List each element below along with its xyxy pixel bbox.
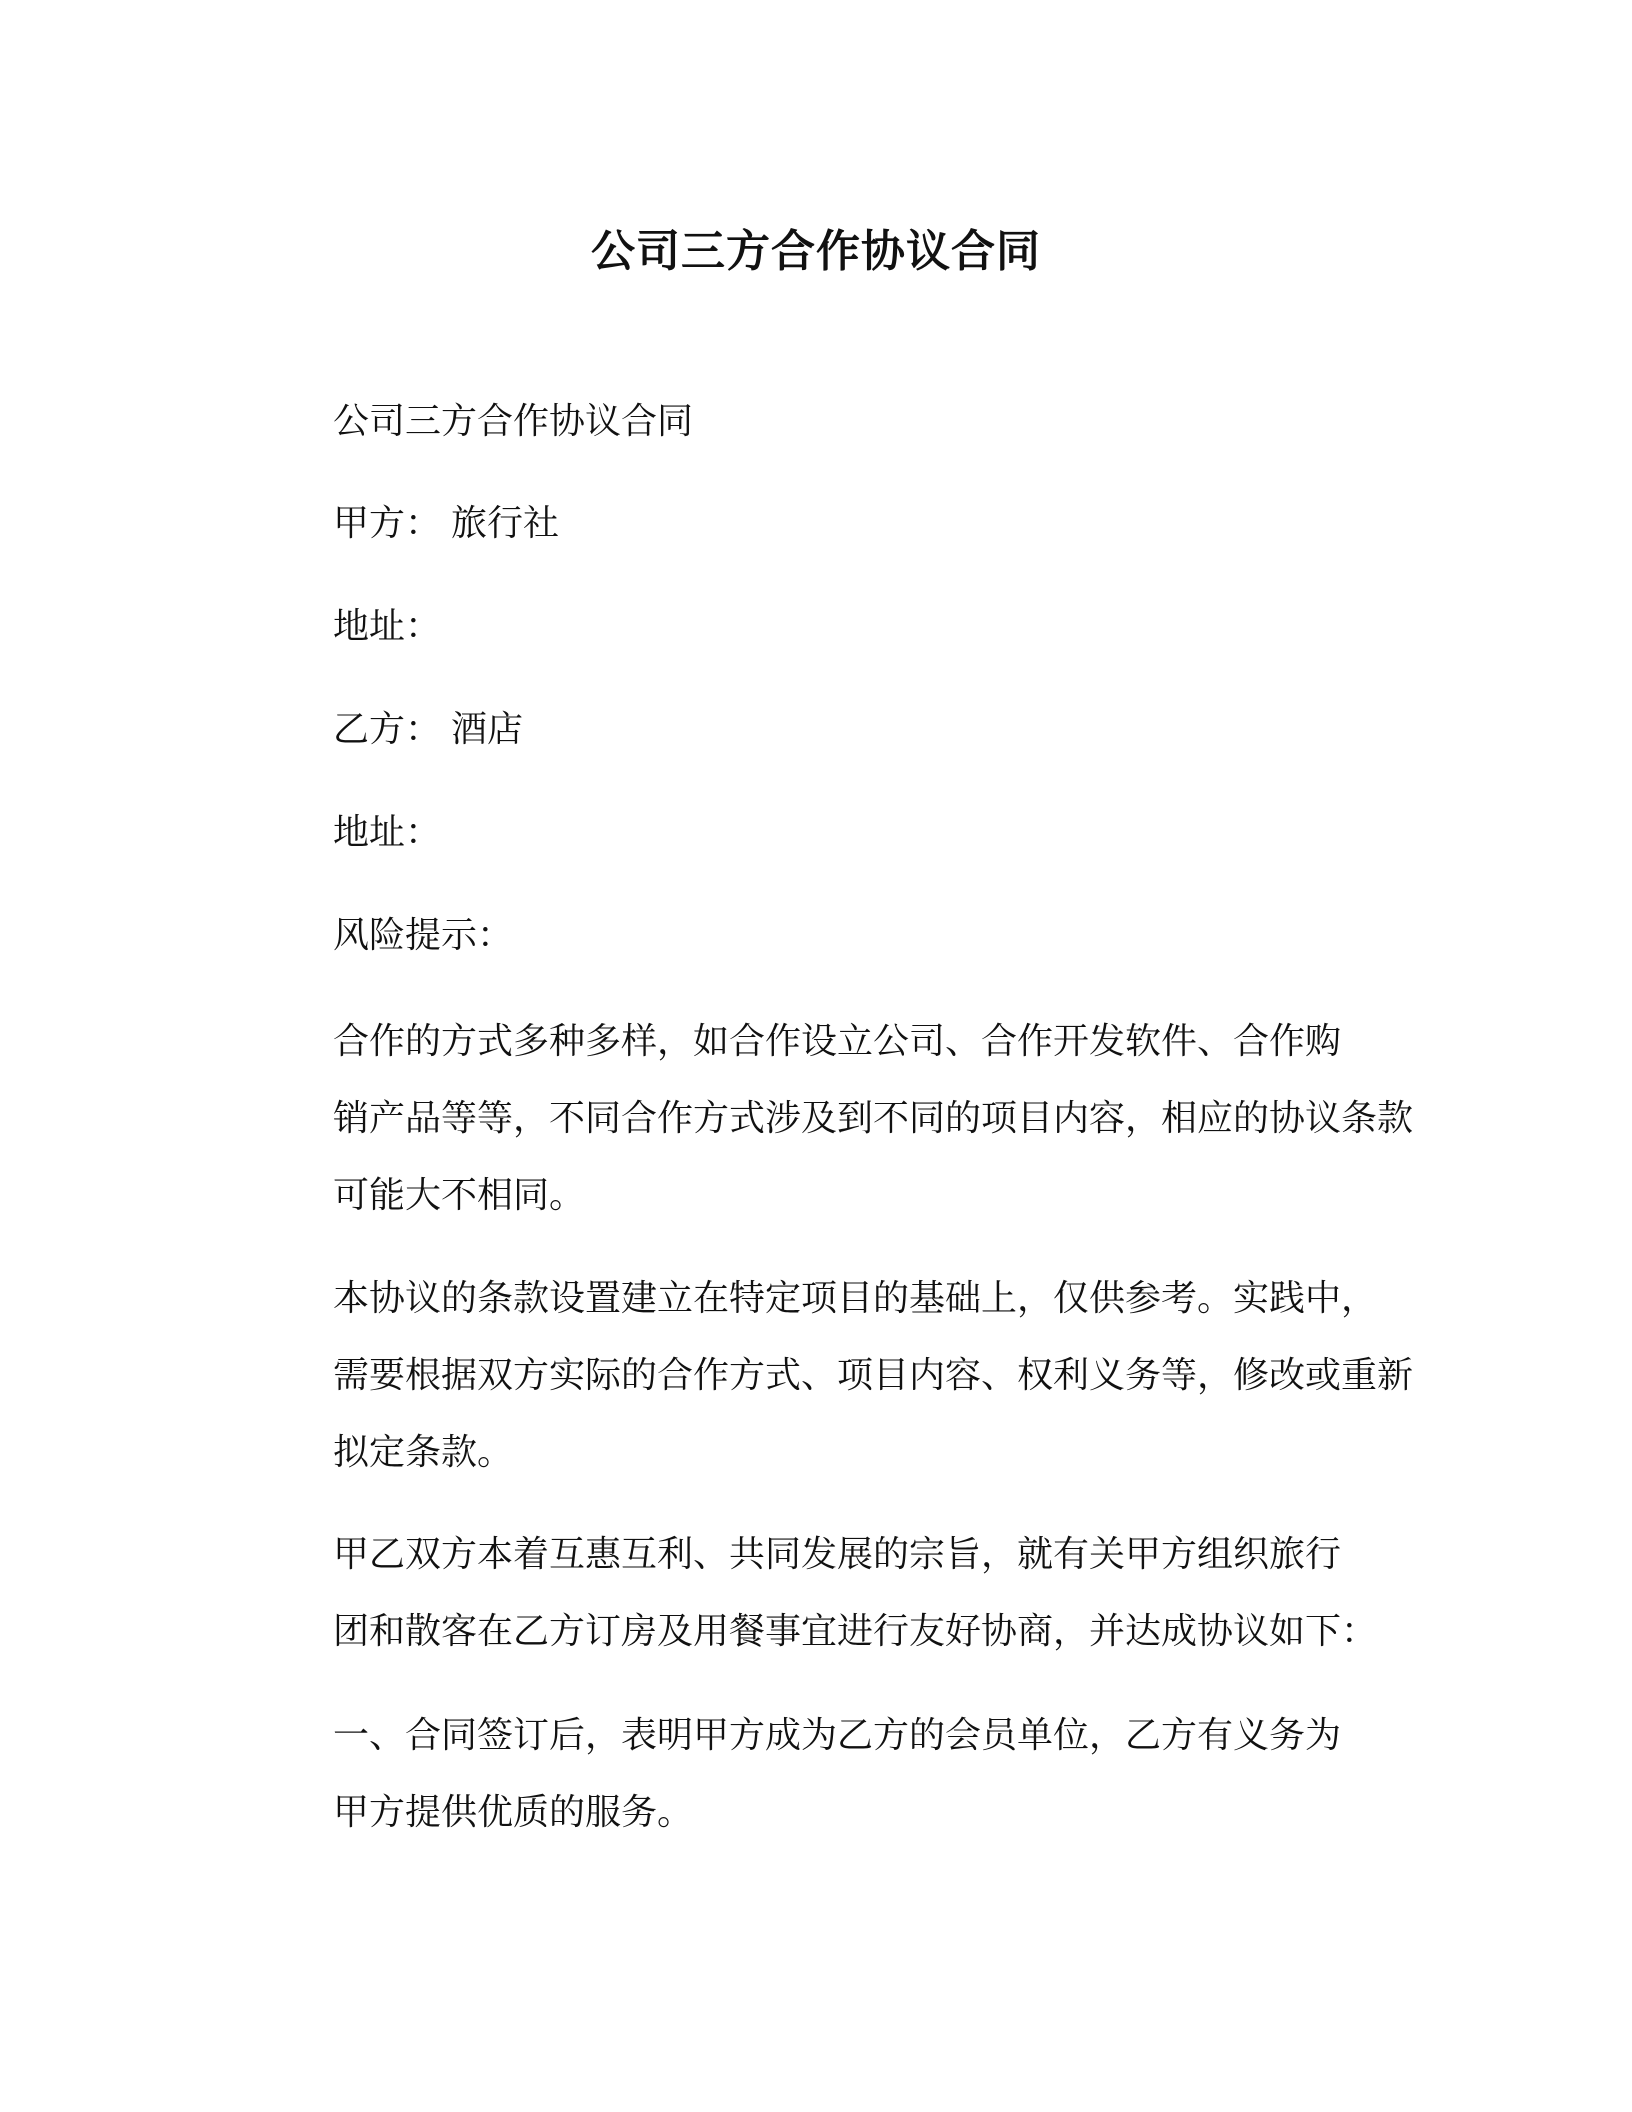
paragraph-line: 本协议的条款设置建立在特定项目的基础上，仅供参考。实践中，: [333, 1278, 1378, 1319]
document-title: 公司三方合作协议合同: [591, 226, 1041, 277]
paragraph-line: 一、合同签订后，表明甲方成为乙方的会员单位，乙方有义务为: [333, 1715, 1342, 1756]
paragraph-line: 可能大不相同。: [333, 1175, 586, 1216]
document-subtitle: 公司三方合作协议合同: [333, 401, 694, 442]
risk-heading: 风险提示：: [333, 915, 514, 956]
paragraph-line: 甲乙双方本着互惠互利、共同发展的宗旨，就有关甲方组织旅行: [333, 1534, 1342, 1575]
paragraph-reference-note: [240, 1260, 1430, 1491]
party-b-label: 乙方：: [333, 709, 442, 750]
party-a-address: 地址：: [333, 606, 442, 647]
paragraph-cooperation-methods: [240, 1003, 1430, 1234]
party-a-label: 甲方：: [333, 503, 442, 544]
party-b-line: [333, 706, 523, 754]
paragraph-line: 销产品等等，不同合作方式涉及到不同的项目内容，相应的协议条款: [333, 1098, 1414, 1139]
party-b-address: 地址：: [333, 812, 442, 853]
paragraph-line: 合作的方式多种多样，如合作设立公司、合作开发软件、合作购: [333, 1021, 1342, 1062]
paragraph-line: 团和散客在乙方订房及用餐事宜进行友好协商，并达成协议如下：: [333, 1611, 1378, 1652]
clause-one: [240, 1697, 1430, 1851]
paragraph-line: 甲方提供优质的服务。: [333, 1792, 694, 1833]
paragraph-line: 需要根据双方实际的合作方式、项目内容、权利义务等，修改或重新: [333, 1355, 1414, 1396]
paragraph-line: 拟定条款。: [333, 1432, 514, 1473]
party-a-line: [333, 500, 559, 548]
party-a-name: 旅行社: [451, 503, 560, 544]
paragraph-agreement-purpose: [240, 1516, 1430, 1670]
party-b-name: 酒店: [451, 709, 524, 750]
